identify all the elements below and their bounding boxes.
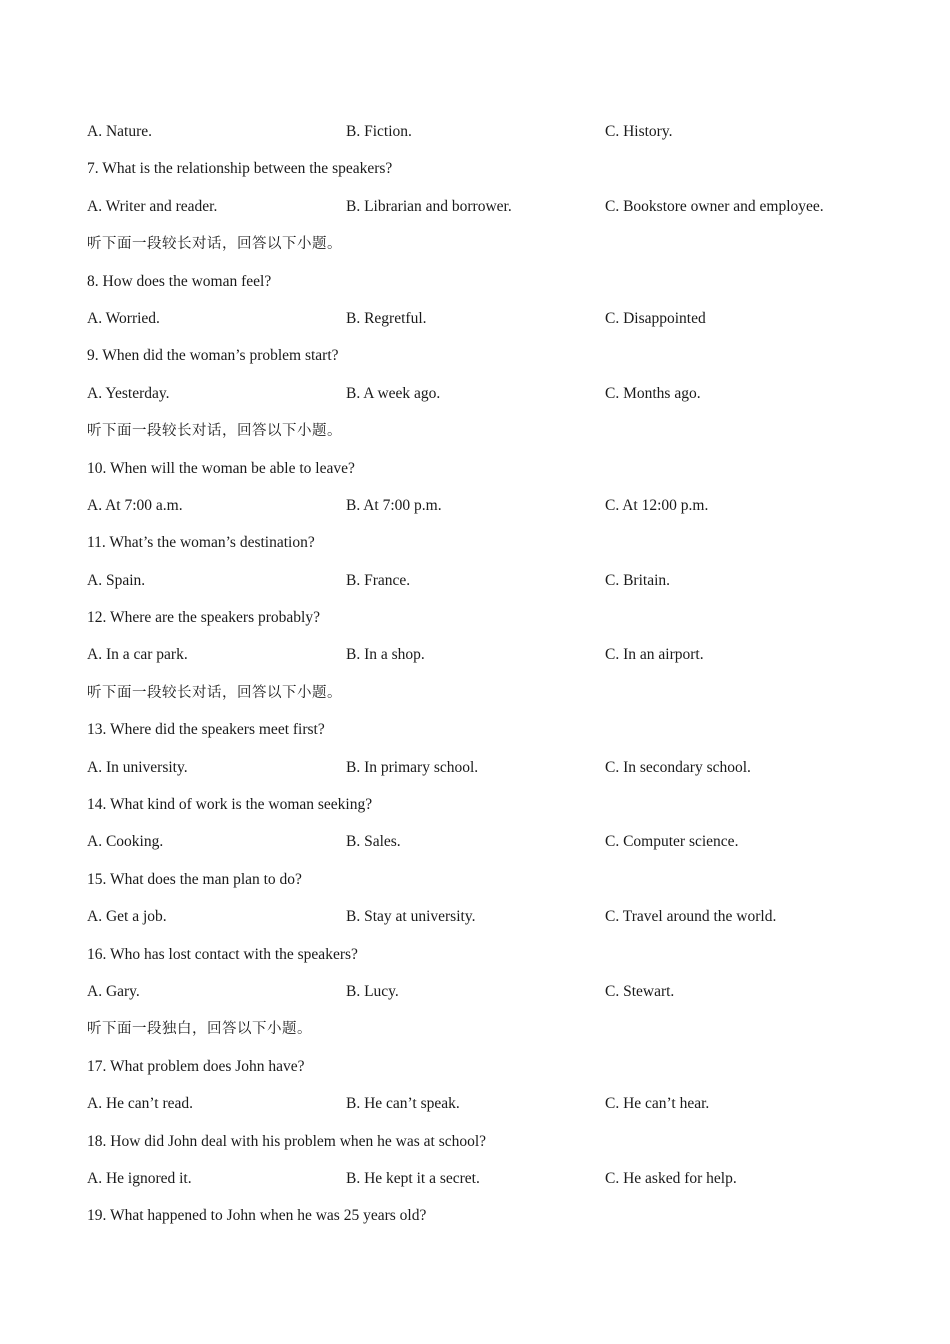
option-a: A. Cooking. [87, 833, 164, 851]
option-a: A. Writer and reader. [87, 197, 218, 215]
instruction-text: 听下面一段较长对话，回答以下小题。 [87, 236, 342, 253]
option-c: C. At 12:00 p.m. [605, 496, 709, 514]
question-row [87, 607, 907, 644]
option-c: C. Stewart. [605, 982, 675, 1000]
section-instruction [87, 682, 907, 719]
question-text: 12. Where are the speakers probably? [87, 609, 320, 627]
option-b: B. Sales. [346, 833, 401, 851]
option-b: B. Lucy. [346, 982, 399, 1000]
option-c: C. Bookstore owner and employee. [605, 197, 824, 215]
answer-options-row [87, 757, 907, 794]
option-b: B. In primary school. [346, 758, 479, 776]
option-a: A. Worried. [87, 309, 160, 327]
question-row [87, 1056, 907, 1093]
option-b: B. Librarian and borrower. [346, 197, 512, 215]
option-b: B. France. [346, 571, 411, 589]
option-b: B. In a shop. [346, 646, 425, 664]
question-text: 8. How does the woman feel? [87, 272, 272, 290]
answer-options-row [87, 308, 907, 345]
option-b: B. A week ago. [346, 384, 441, 402]
question-row [87, 869, 907, 906]
option-a: A. Gary. [87, 982, 140, 1000]
question-row [87, 944, 907, 981]
option-c: C. Months ago. [605, 384, 701, 402]
answer-options-row [87, 981, 907, 1018]
option-b: B. He can’t speak. [346, 1095, 460, 1113]
question-row [87, 345, 907, 382]
option-c: C. Britain. [605, 571, 671, 589]
option-b: B. He kept it a secret. [346, 1169, 480, 1187]
question-row [87, 719, 907, 756]
section-instruction [87, 1018, 907, 1055]
instruction-text: 听下面一段较长对话，回答以下小题。 [87, 684, 342, 701]
question-row [87, 271, 907, 308]
option-c: C. Disappointed [605, 309, 706, 327]
option-a: A. He can’t read. [87, 1095, 194, 1113]
question-text: 14. What kind of work is the woman seeking? [87, 796, 373, 814]
answer-options-row [87, 831, 907, 868]
answer-options-row [87, 906, 907, 943]
option-c: C. In an airport. [605, 646, 704, 664]
question-text: 7. What is the relationship between the speakers? [87, 160, 393, 178]
option-b: B. Stay at university. [346, 908, 476, 926]
option-a: A. He ignored it. [87, 1169, 192, 1187]
answer-options-row [87, 570, 907, 607]
option-c: C. Computer science. [605, 833, 739, 851]
section-instruction [87, 233, 907, 270]
answer-options-row [87, 121, 907, 158]
option-a: A. Spain. [87, 571, 146, 589]
question-row [87, 532, 907, 569]
answer-options-row [87, 1093, 907, 1130]
question-text: 19. What happened to John when he was 25 years old? [87, 1207, 427, 1225]
option-a: A. Nature. [87, 123, 152, 140]
answer-options-row [87, 383, 907, 420]
option-a: A. At 7:00 a.m. [87, 496, 183, 514]
option-c: C. Travel around the world. [605, 908, 777, 926]
option-a: A. Get a job. [87, 908, 167, 926]
question-list [87, 121, 907, 1243]
instruction-text: 听下面一段独白，回答以下小题。 [87, 1021, 312, 1038]
option-c: C. History. [605, 123, 673, 140]
option-b: B. At 7:00 p.m. [346, 496, 442, 514]
option-a: A. Yesterday. [87, 384, 170, 402]
option-c: C. In secondary school. [605, 758, 751, 776]
question-text: 17. What problem does John have? [87, 1057, 305, 1075]
answer-options-row [87, 495, 907, 532]
answer-options-row [87, 1168, 907, 1205]
option-b: B. Regretful. [346, 309, 427, 327]
question-row [87, 794, 907, 831]
question-text: 16. Who has lost contact with the speakers? [87, 945, 358, 963]
option-c: C. He asked for help. [605, 1169, 737, 1187]
question-text: 13. Where did the speakers meet first? [87, 721, 325, 739]
question-row [87, 158, 907, 195]
option-a: A. In a car park. [87, 646, 188, 664]
question-text: 15. What does the man plan to do? [87, 870, 302, 888]
question-row [87, 1131, 907, 1168]
question-row [87, 1205, 907, 1242]
section-instruction [87, 420, 907, 457]
question-text: 18. How did John deal with his problem when he was at school? [87, 1132, 487, 1150]
option-a: A. In university. [87, 758, 188, 776]
question-text: 10. When will the woman be able to leave? [87, 459, 355, 477]
answer-options-row [87, 196, 907, 233]
option-b: B. Fiction. [346, 123, 412, 140]
option-c: C. He can’t hear. [605, 1095, 710, 1113]
question-text: 9. When did the woman’s problem start? [87, 347, 339, 365]
question-text: 11. What’s the woman’s destination? [87, 534, 315, 552]
question-row [87, 458, 907, 495]
instruction-text: 听下面一段较长对话，回答以下小题。 [87, 423, 342, 440]
answer-options-row [87, 644, 907, 681]
